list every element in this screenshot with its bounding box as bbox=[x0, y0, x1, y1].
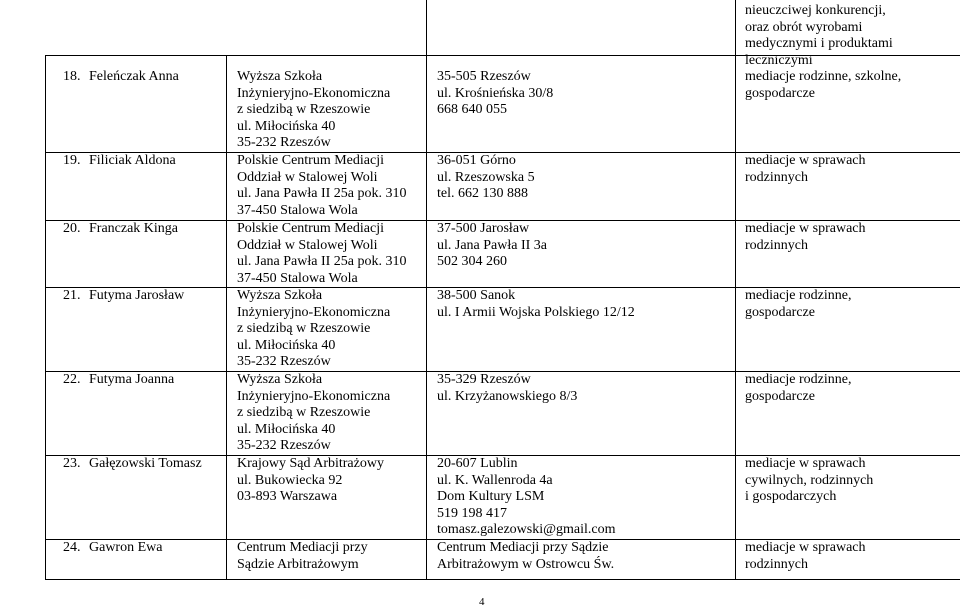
contact-line: Centrum Mediacji przy Sądzie bbox=[437, 540, 609, 555]
institution-line: z siedzibą w Rzeszowie bbox=[237, 102, 371, 117]
contact-line: 36-051 Górno bbox=[437, 153, 516, 168]
column-divider-name bbox=[226, 55, 227, 580]
institution-line: z siedzibą w Rzeszowie bbox=[237, 405, 371, 420]
row-number: 24. bbox=[63, 540, 81, 555]
specialty-line: mediacje rodzinne, bbox=[745, 372, 852, 387]
specialty-line: mediacje rodzinne, szkolne, bbox=[745, 69, 902, 84]
contact-line: 519 198 417 bbox=[437, 505, 507, 521]
institution-line: ul. Miłocińska 40 bbox=[237, 337, 336, 353]
contact-line: ul. I Armii Wojska Polskiego 12/12 bbox=[437, 304, 635, 320]
row-number: 18. bbox=[63, 69, 81, 84]
contact-line: 668 640 055 bbox=[437, 102, 507, 117]
table-left-border bbox=[45, 55, 46, 580]
institution-line: 03-893 Warszawa bbox=[237, 489, 338, 504]
institution-line: Oddział w Stalowej Woli bbox=[237, 169, 378, 185]
row-divider bbox=[45, 455, 960, 456]
contact-line: 37-500 Jarosław bbox=[437, 221, 530, 236]
top-note-line: nieuczciwej konkurencji, bbox=[745, 3, 886, 18]
mediator-name: Futyma Jarosław bbox=[89, 288, 185, 303]
institution-line: Wyższa Szkoła bbox=[237, 372, 323, 387]
institution-line: ul. Miłocińska 40 bbox=[237, 421, 336, 437]
institution-line: Inżynieryjno-Ekonomiczna bbox=[237, 304, 391, 320]
institution-line: Inżynieryjno-Ekonomiczna bbox=[237, 388, 391, 404]
contact-line: Dom Kultury LSM bbox=[437, 489, 545, 504]
institution-line: Wyższa Szkoła bbox=[237, 288, 323, 303]
top-note-line: medycznymi i produktami bbox=[745, 36, 893, 51]
row-number: 20. bbox=[63, 221, 81, 236]
row-divider bbox=[45, 371, 960, 372]
institution-line: Polskie Centrum Mediacji bbox=[237, 153, 384, 168]
institution-line: Oddział w Stalowej Woli bbox=[237, 237, 378, 253]
institution-line: Inżynieryjno-Ekonomiczna bbox=[237, 85, 391, 101]
specialty-line: rodzinnych bbox=[745, 169, 808, 185]
contact-line: 20-607 Lublin bbox=[437, 456, 518, 471]
contact-line: 38-500 Sanok bbox=[437, 288, 516, 303]
specialty-line: gospodarcze bbox=[745, 85, 815, 101]
contact-line: ul. Krośnieńska 30/8 bbox=[437, 85, 554, 101]
column-divider-contact bbox=[735, 0, 736, 580]
institution-line: 35-232 Rzeszów bbox=[237, 135, 331, 150]
contact-line: ul. Krzyżanowskiego 8/3 bbox=[437, 388, 578, 404]
institution-line: z siedzibą w Rzeszowie bbox=[237, 321, 371, 336]
row-number: 22. bbox=[63, 372, 81, 387]
row-divider bbox=[45, 287, 960, 288]
institution-line: 35-232 Rzeszów bbox=[237, 354, 331, 369]
institution-line: ul. Jana Pawła II 25a pok. 310 bbox=[237, 186, 407, 201]
top-note-line: leczniczymi bbox=[745, 52, 813, 68]
contact-line: Arbitrażowym w Ostrowcu Św. bbox=[437, 556, 615, 572]
specialty-line: mediacje w sprawach bbox=[745, 153, 866, 168]
page-number: 4 bbox=[479, 596, 485, 608]
table-top-border bbox=[45, 55, 960, 56]
specialty-line: gospodarcze bbox=[745, 304, 815, 320]
specialty-line: rodzinnych bbox=[745, 556, 808, 572]
institution-line: 37-450 Stalowa Wola bbox=[237, 202, 358, 218]
specialty-line: cywilnych, rodzinnych bbox=[745, 472, 874, 488]
institution-line: 35-232 Rzeszów bbox=[237, 438, 331, 453]
contact-line: 35-505 Rzeszów bbox=[437, 69, 531, 84]
institution-line: ul. Bukowiecka 92 bbox=[237, 472, 343, 488]
top-note-line: oraz obrót wyrobami bbox=[745, 19, 863, 35]
row-number: 21. bbox=[63, 288, 81, 303]
institution-line: Wyższa Szkoła bbox=[237, 69, 323, 84]
contact-line: 35-329 Rzeszów bbox=[437, 372, 531, 387]
specialty-line: mediacje w sprawach bbox=[745, 221, 866, 236]
mediator-name: Filiciak Aldona bbox=[89, 153, 176, 168]
mediator-name: Feleńczak Anna bbox=[89, 69, 179, 84]
institution-line: ul. Miłocińska 40 bbox=[237, 118, 336, 134]
institution-line: Polskie Centrum Mediacji bbox=[237, 221, 384, 236]
specialty-line: gospodarcze bbox=[745, 388, 815, 404]
specialty-line: mediacje rodzinne, bbox=[745, 288, 852, 303]
row-number: 23. bbox=[63, 456, 81, 471]
contact-line: tel. 662 130 888 bbox=[437, 186, 528, 201]
contact-line: ul. K. Wallenroda 4a bbox=[437, 472, 553, 488]
mediator-name: Gałęzowski Tomasz bbox=[89, 456, 202, 471]
institution-line: Centrum Mediacji przy bbox=[237, 540, 368, 555]
row-divider bbox=[45, 539, 960, 540]
contact-line: tomasz.galezowski@gmail.com bbox=[437, 522, 616, 537]
specialty-line: mediacje w sprawach bbox=[745, 456, 866, 471]
column-divider-institution bbox=[426, 0, 427, 580]
mediator-name: Futyma Joanna bbox=[89, 372, 175, 387]
table-bottom-border bbox=[45, 579, 960, 580]
institution-line: ul. Jana Pawła II 25a pok. 310 bbox=[237, 254, 407, 269]
contact-line: ul. Jana Pawła II 3a bbox=[437, 237, 548, 253]
mediator-name: Franczak Kinga bbox=[89, 221, 179, 236]
row-divider bbox=[45, 152, 960, 153]
mediator-name: Gawron Ewa bbox=[89, 540, 163, 555]
contact-line: 502 304 260 bbox=[437, 254, 507, 269]
specialty-line: i gospodarczych bbox=[745, 489, 837, 504]
institution-line: Sądzie Arbitrażowym bbox=[237, 556, 359, 572]
institution-line: 37-450 Stalowa Wola bbox=[237, 270, 358, 286]
contact-line: ul. Rzeszowska 5 bbox=[437, 169, 535, 185]
specialty-line: rodzinnych bbox=[745, 237, 808, 253]
specialty-line: mediacje w sprawach bbox=[745, 540, 866, 555]
row-number: 19. bbox=[63, 153, 81, 168]
row-divider bbox=[45, 220, 960, 221]
institution-line: Krajowy Sąd Arbitrażowy bbox=[237, 456, 384, 471]
